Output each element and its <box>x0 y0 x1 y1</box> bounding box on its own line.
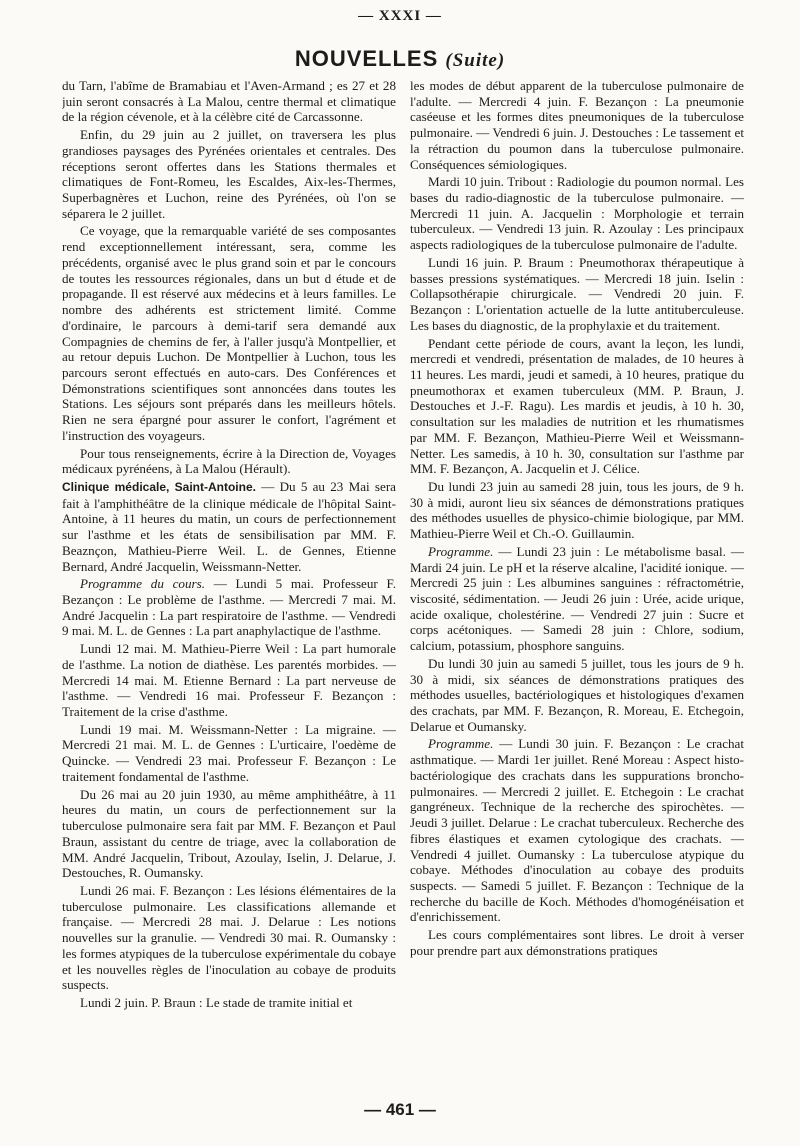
paragraph: Du 26 mai au 20 juin 1930, au même amphithéâtre, à 11 heures du matin, un cours de perfectionnement sur la tuberculose pulmonaire sera fait par MM. F. Bezançon et Paul Braun, assistant du centre de triage, avec la collaboration de MM. André Jacquelin, Tribout, Azoulay, Iselin, J. Delarue, J. Destouches, R. Oumansky. <box>62 786 396 881</box>
paragraph-body: — Lundi 23 juin : Le métabolisme basal. — Mardi 24 juin. Le pH et la réserve alcaline, l'acidité ionique. — Mercredi 25 juin : Les albumines sanguines : réfractométrie, viscosité, sédimentation. — Jeudi 26 juin : Urée, acide urique, acide oxalique, cholestérine. — Vendredi 27 juin : Sucre et corps acétoniques. — Samedi 28 juin : Chlore, sodium, calcium, potassium, phosphore sanguins. <box>410 543 744 654</box>
left-column <box>62 78 396 1090</box>
section-title: NOUVELLES <box>294 46 439 71</box>
paragraph: du Tarn, l'abîme de Bramabiau et l'Aven-Armand ; es 27 et 28 juin seront consacrés à La Malou, centre thermal et climatique de la région cévenole, et à la célèbre cité de Carcassonne. <box>62 78 396 125</box>
paragraph-lead: Programme. <box>428 543 494 559</box>
paragraph: Lundi 2 juin. P. Braun : Le stade de tramite initial et <box>80 994 353 1010</box>
paragraph: Pour tous renseignements, écrire à la Direction de, Voyages médicaux pyrénéens, à La Malou (Hérault). <box>62 445 396 477</box>
paragraph: Du lundi 23 juin au samedi 28 juin, tous les jours, de 9 h. 30 à midi, auront lieu six séances de démonstrations pratiques des méthodes usuelles de physico-chimie biologique, par MM. Mathieu-Pierre Weil et Ch.-O. Guillaumin. <box>410 478 744 542</box>
paragraph-lead: Clinique médicale, Saint-Antoine. <box>62 479 256 494</box>
paragraph: Ce voyage, que la remarquable variété de ses composantes rend exceptionnellement intéressant, sera, comme les précédents, organisé avec le plus grand soin et par le concours de toutes les ressources régionales, dans un but d étude et de propagande. Il est réservé aux médecins et à leurs familles. Le nombre des adhérents est strictement limité. Comme d'ordinaire, le parcours à demi-tarif sera demandé aux Compagnies de chemins de fer, à l'aller jusqu'à Montpellier, et au retour depuis Luchon. De Montpellier à Luchon, tous les parcours seront effectués en auto-cars. Des Conférences et Démonstrations scientifiques sont annoncées dans toutes les Stations. Les séjours sont préparés dans les meilleurs hôtels. Rien ne sera épargné pour assurer le confort, l'agrément et l'instruction des voyageurs. <box>62 223 396 443</box>
right-column <box>410 78 744 1090</box>
paragraph: Lundi 16 juin. P. Braum : Pneumothorax thérapeutique à basses pressions systématiques. — Mercredi 18 juin. Iselin : Collapsothérapie chirurgicale. — Vendredi 20 juin. F. Bezançon : L'orientation actuelle de la lutte antituberculeuse. Les bases du diagnostic, de la prophylaxie et du traitement. <box>410 254 744 333</box>
paragraph: Du lundi 30 juin au samedi 5 juillet, tous les jours de 9 h. 30 à midi, six séances de démonstrations pratiques des méthodes usuelles, bactériologiques et histologiques d'examen des crachats, par MM. F. Bezançon, R. Moreau, E. Etchegoin, Delarue et Oumansky. <box>410 655 744 734</box>
paragraph: Lundi 12 mai. M. Mathieu-Pierre Weil : La part humorale de l'asthme. La notion de diathèse. Les parentés morbides. — Mercredi 14 mai. M. Etienne Bernard : La part nerveuse de l'asthme. — Vendredi 16 mai. Professeur F. Bezançon : Traitement de la crise d'asthme. <box>62 641 396 720</box>
paragraph: Mardi 10 juin. Tribout : Radiologie du poumon normal. Les bases du radio-diagnostic de la tuberculose pulmonaire. — Mercredi 11 juin. A. Jacquelin : Morphologie et terrain tuberculeux. — Vendredi 13 juin. R. Azoulay : Les principaux aspects radiologiques de la tuberculose pulmonaire de l'adulte. <box>410 174 744 253</box>
section-header <box>0 46 800 72</box>
paragraph: Lundi 19 mai. M. Weissmann-Netter : La migraine. — Mercredi 21 mai. M. L. de Gennes : L'urticaire, l'oedème de Quincke. — Vendredi 23 mai. Professeur F. Bezançon : Le traitement fondamental de l'asthme. <box>62 721 396 784</box>
paragraph-body: — Lundi 30 juin. F. Bezançon : Le crachat asthmatique. — Mardi 1er juillet. René Moreau : Aspect histo-bactériologique des crachats dans les suppurations broncho-pulmonaires. — Mercredi 2 juillet. E. Etchegoin : Le crachat gangréneux. Technique de la recherche des spirochètes. — Jeudi 3 juillet. Delarue : Le crachat tuberculeux. Recherche des fibres élastiques et examen cytologique des crachats. — Vendredi 4 juillet. Oumansky : La tuberculose atypique du cobaye. Méthodes d'inoculation au cobaye des produits suspects. — Samedi 5 juillet. F. Bezançon : Technique de la recherche du bacille de Koch. Méthodes d'homogénéisation et d'enrichissement. <box>410 736 744 925</box>
paragraph: Enfin, du 29 juin au 2 juillet, on traversera les plus grandioses paysages des Pyrénées orientales et centrales. Des réceptions seront offertes dans les Stations thermales et climatiques de Font-Romeu, les Escaldes, Aix-les-Thermes, Superbagnères et Luchon, reine des Pyrénées, où l'on se séparera le 2 juillet. <box>62 127 396 221</box>
paragraph <box>62 576 396 639</box>
paragraph: Pendant cette période de cours, avant la leçon, les lundi, mercredi et vendredi, présentation de malades, de 10 heures à 11 heures. Les mardi, jeudi et samedi, à 10 heures, pratique du pneumothorax et examen tuberculeux (MM. P. Braun, J. Destouches et J.-F. Ragu). Les mardis et jeudis, à 10 h. 30, consultation sur les maladies de nutrition et les rhumatismes par MM. F. Bezançon, Mathieu-Pierre Weil et Weissmann-Netter. Les samedis, à 10 h. 30, consultation sur l'asthme par MM. F. Bezançon, A. Jacquelin et J. Célice. <box>410 335 744 477</box>
page-number: — 461 — <box>364 1100 436 1119</box>
paragraph: les modes de début apparent de la tuberculose pulmonaire de l'adulte. — Mercredi 4 juin. F. Bezançon : La pneumonie caséeuse et les formes dites pneumoniques de la tuberculose pulmonaire. — Vendredi 6 juin. J. Destouches : Le tassement et la rétraction du poumon dans la tuberculose pulmonaire. Conséquences sémiologiques. <box>410 78 744 172</box>
paragraph-lead: Programme du cours. <box>80 576 205 592</box>
paragraph: Les cours complémentaires sont libres. Le droit à verser pour prendre part aux démonstrations pratiques <box>410 927 744 958</box>
paragraph-body: — Du 5 au 23 Mai sera fait à l'amphithéâtre de la clinique médicale de l'hôpital Saint-Antoine, à 11 heures du matin, un cours de perfectionnement sur l'asthme et les états de sensibilisation par MM. F. Beaznçon, Mathieu-Pierre Weil. L. de Gennes, Etienne Bernard, André Jacquelin, Weissmann-Netter. <box>62 478 396 574</box>
paragraph <box>410 736 744 925</box>
paragraph <box>62 479 396 574</box>
paragraph-body: — Lundi 5 mai. Professeur F. Bezançon : Le problème de l'asthme. — Mercredi 7 mai. M. André Jacquelin : La part respiratoire de l'asthme. — Vendredi 9 mai. M. L. de Gennes : La part anaphylactique de l'asthme. <box>62 576 396 639</box>
paragraph <box>410 544 744 654</box>
section-title-suffix: (Suite) <box>445 50 506 71</box>
paragraph: Lundi 26 mai. F. Bezançon : Les lésions élémentaires de la tuberculose pulmonaire. Les classifications allemande et française. — Mercredi 28 mai. J. Delarue : Les notions nouvelles sur la granulie. — Vendredi 30 mai. R. Oumansky : les formes atypiques de la tuberculose expérimentale du cobaye et les nouvelles règles de l'inoculation au cobaye de produits suspects. <box>62 882 396 993</box>
roman-page-number: — XXXI — <box>358 8 442 24</box>
paragraph-lead: Programme. <box>428 736 494 752</box>
